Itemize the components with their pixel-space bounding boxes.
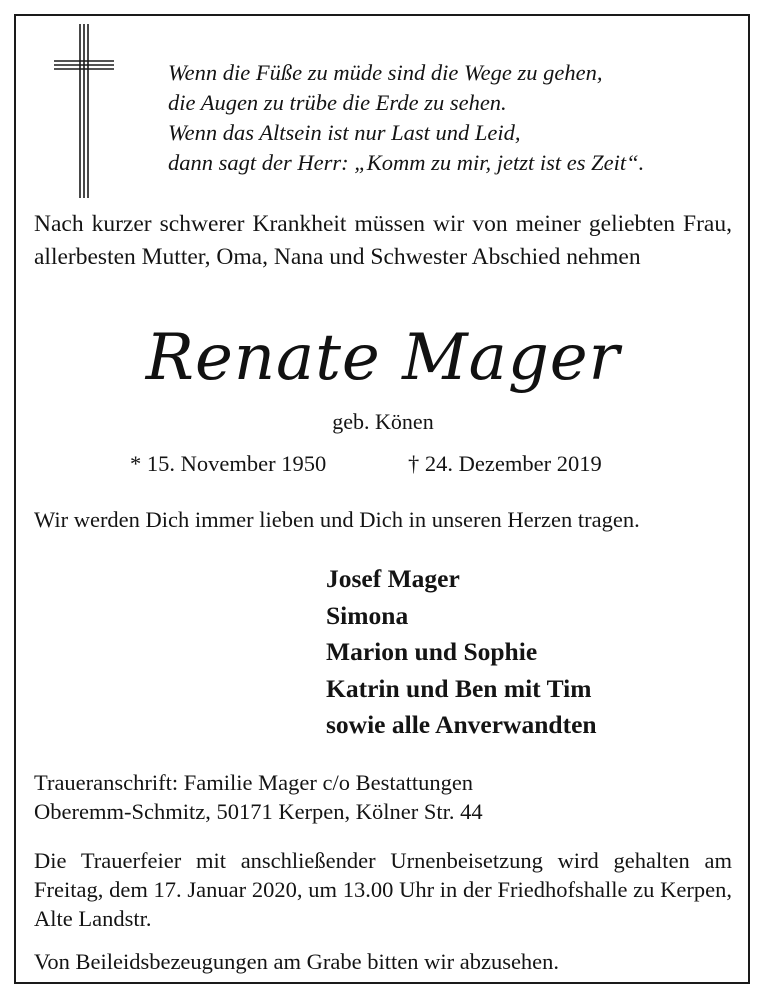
mourner-name: Marion und Sophie bbox=[326, 637, 538, 666]
mourner-name: sowie alle Anverwandten bbox=[326, 710, 597, 739]
cross-icon bbox=[52, 22, 116, 200]
mourning-address bbox=[34, 768, 732, 826]
birth-date: * 15. November 1950 bbox=[130, 451, 327, 476]
mourner-name: Josef Mager bbox=[326, 564, 460, 593]
poem-line: Wenn das Altsein ist nur Last und Leid, bbox=[168, 120, 521, 145]
address-line: Oberemm-Schmitz, 50171 Kerpen, Kölner Str. 44 bbox=[34, 799, 483, 824]
deceased-name: Renate Mager bbox=[145, 321, 621, 395]
address-line: Traueranschrift: Familie Mager c/o Bestattungen bbox=[34, 770, 474, 795]
condolence-note: Von Beileidsbezeugungen am Grabe bitten wir abzusehen. bbox=[34, 949, 560, 974]
service-text: Die Trauerfeier mit anschließender Urnenbeisetzung wird gehalten am Freitag, dem 17. Januar 2020, um 13.00 Uhr in der Friedhofshalle zu Kerpen, Alte Landstr. bbox=[34, 848, 732, 931]
intro-text: Nach kurzer schwerer Krankheit müssen wir von meiner geliebten Frau, allerbesten Mutter, Oma, Nana und Schwester Abschied nehmen bbox=[34, 211, 732, 270]
motto-text: Wir werden Dich immer lieben und Dich in unseren Herzen tragen. bbox=[34, 507, 640, 532]
mourner-name: Katrin und Ben mit Tim bbox=[326, 673, 592, 703]
mourner-name: Simona bbox=[326, 600, 409, 630]
poem bbox=[168, 58, 644, 178]
mourners-list bbox=[326, 561, 597, 744]
maiden-name: geb. Könen bbox=[332, 409, 434, 434]
poem-line: Wenn die Füße zu müde sind die Wege zu gehen, bbox=[168, 60, 603, 85]
death-date: † 24. Dezember 2019 bbox=[408, 451, 602, 476]
poem-line: die Augen zu trübe die Erde zu sehen. bbox=[168, 90, 507, 115]
poem-line: dann sagt der Herr: „Komm zu mir, jetzt ist es Zeit“. bbox=[168, 150, 645, 175]
